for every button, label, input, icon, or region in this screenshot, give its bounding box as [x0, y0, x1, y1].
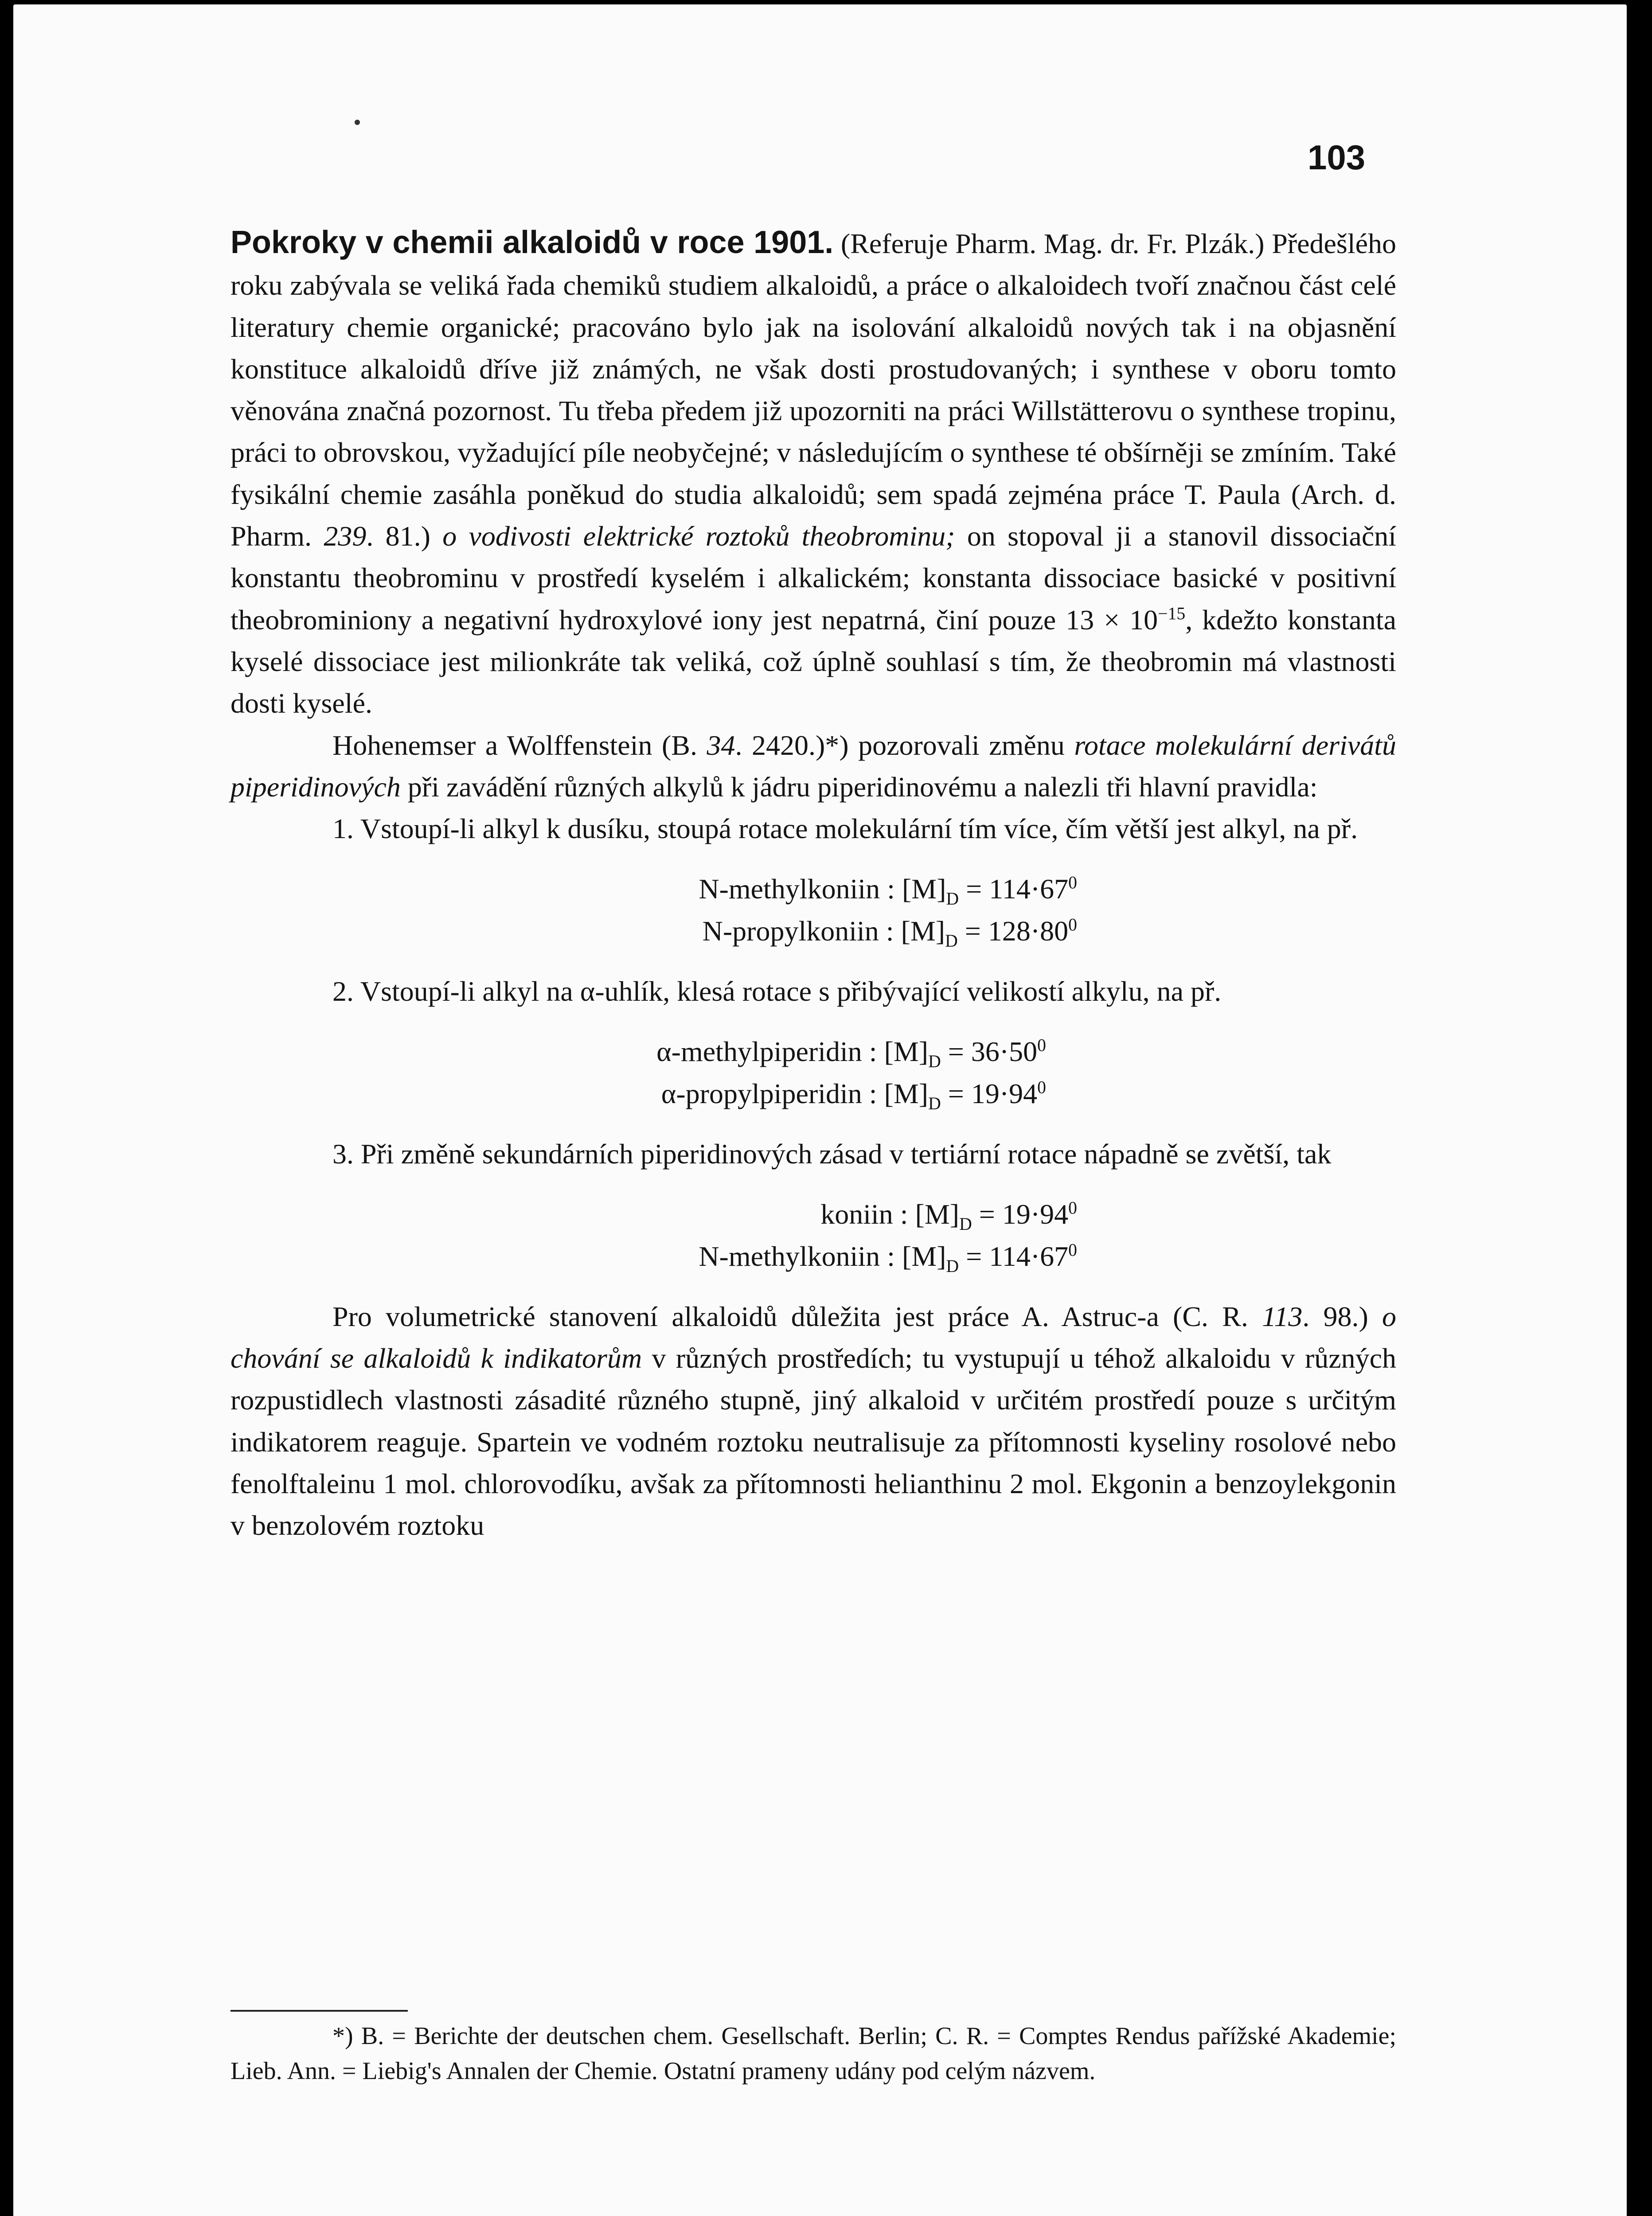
footnote: *) B. = Berichte der deutschen chem. Gesellschaft. Berlin; C. R. = Comptes Rendus pařížské Akademie; Lieb. Ann. = Liebig's Annalen der Chemie. Ostatní prameny udány pod celým názvem. [230, 2022, 1396, 2085]
footnotes [230, 2019, 1396, 2089]
page-number: 103 [1308, 138, 1366, 177]
footnote-divider [230, 2010, 408, 2012]
formula-line: α-propylpiperidin : $[M]_D = 19\cdot 94^0$ [661, 1077, 1046, 1113]
formula-line: N-propylkoniin : $[M]_D = 128\cdot 80^0$ [702, 915, 1077, 951]
paragraph-astruc: Pro volumetrické stanovení alkaloidů důležita jest práce A. Astruc-a (C. R. 113. 98.) o chování se alkaloidů k indikatorům v různých prostředích; tu vystupují u téhož alkaloidu v různých rozpustidlech vlastnosti zásadité různého stupně, jiný alkaloid v určitém prostředí pouze s určitým indikatorem reaguje. Spartein ve vodném roztoku neutralisuje za přítomnosti kyseliny rosolové nebo fenolftaleinu 1 mol. chlorovodíku, avšak za přítomnosti helianthinu 2 mol. Ekgonin a benzoylekgonin v benzolovém roztoku [230, 1300, 1397, 1541]
print-speck [355, 120, 360, 125]
main-text [230, 222, 1396, 1547]
document-page [13, 4, 1627, 2216]
formula-line: N-methylkoniin : $[M]_D = 114\cdot 67^0$ [699, 1240, 1077, 1276]
formula-line: koniin : $[M]_D = 19\cdot 94^0$ [820, 1198, 1077, 1234]
formula-line: α-methylpiperidin : $[M]_D = 36\cdot 50^0$ [656, 1036, 1046, 1072]
paragraph-hohenemser: Hohenemser a Wolffenstein (B. 34. 2420.)*) pozorovali změnu rotace molekulární derivátů piperidinových při zavádění různých alkylů k jádru piperidinovému a nalezli tři hlavní pravidla: [230, 729, 1397, 803]
rule-1: 1. Vstoupí-li alkyl k dusíku, stoupá rotace molekulární tím více, čím větší jest alkyl, na př. [332, 813, 1358, 845]
rule-2: 2. Vstoupí-li alkyl na α-uhlík, klesá rotace s přibývající velikostí alkylu, na př. [332, 975, 1222, 1007]
rule-3: 3. Při změně sekundárních piperidinových zásad v tertiární rotace nápadně se zvětší, tak [332, 1138, 1332, 1170]
formula-line: N-methylkoniin : $[M]_D = 114\cdot 67^0$ [699, 873, 1077, 909]
paragraph-intro: Pokroky v chemii alkaloidů v roce 1901. (Referuje Pharm. Mag. dr. Fr. Plzák.) Předešlého roku zabývala se veliká řada chemiků studiem alkaloidů, a práce o alkaloidech tvoří značnou část celé literatury chemie organické; pracováno bylo jak na isolování alkaloidů nových tak i na objasnění konstituce alkaloidů dříve již známých, ne však dosti prostudovaných; i synthese v oboru tomto věnována značná pozornost. Tu třeba předem již upozorniti na práci Willstätterovu o synthese tropinu, práci to obrovskou, vyžadující píle neobyčejné; v následujícím o synthese té obšírněji se zmíním. Také fysikální chemie zasáhla poněkud do studia alkaloidů; sem spadá zejména práce T. Paula (Arch. d. Pharm. 239. 81.) o vodivosti elektrické roztoků theobrominu; on stopoval ji a stanovil dissociační konstantu theobrominu v prostředí kyselém i alkalickém; konstanta dissociace basické v positivní theobrominiony a negativní hydroxylové iony jest nepatrná, činí pouze $13 \times 10^{-15}$, kdežto konstanta kyselé dissociace jest milionkráte tak veliká, což úplně souhlasí s tím, že theobromin má vlastnosti dosti kyselé. [230, 225, 1397, 719]
section-title: Pokroky v chemii alkaloidů v roce 1901. [230, 225, 834, 260]
